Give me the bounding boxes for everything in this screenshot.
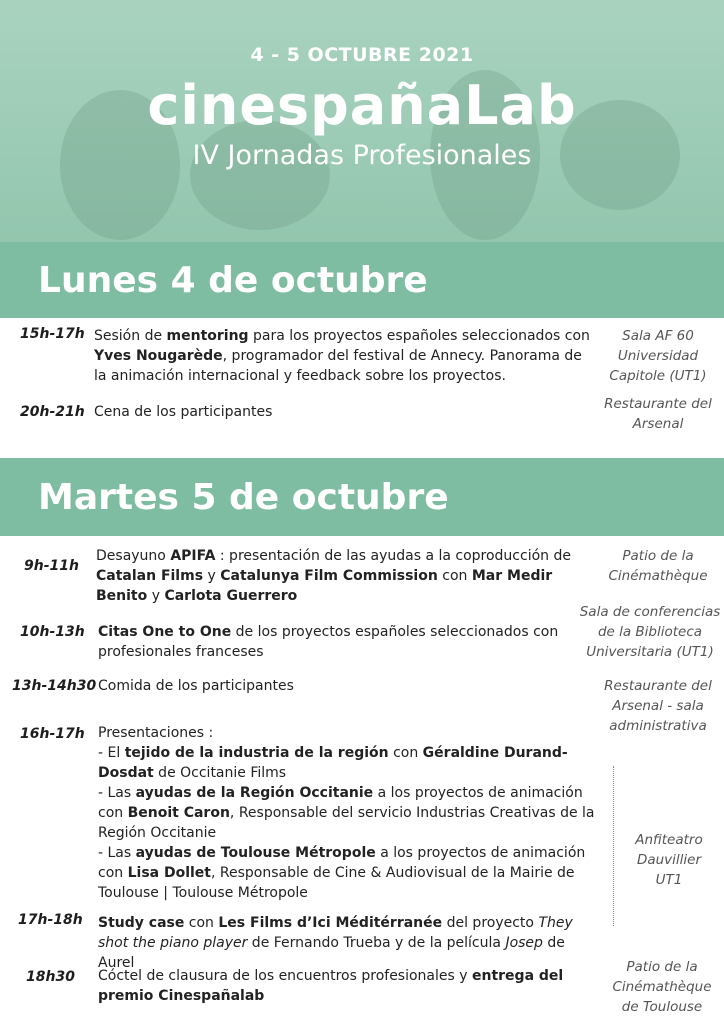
location-line: de Toulouse [621,999,703,1015]
event-dates: 4 - 5 OCTUBRE 2021 [250,44,474,66]
event-time: 13h-14h30 [12,678,97,694]
location-line: Arsenal - sala [612,698,704,714]
event-time: 9h-11h [24,558,79,574]
text: - El [98,745,125,761]
logo: cinespañaLab [147,74,577,137]
event-description [98,676,598,696]
location-line: Sala de conferencias [579,604,721,620]
bold-text: Citas One to One [98,624,232,640]
location-line: UT1 [655,872,683,888]
event-description [94,402,594,422]
text: de Aurel [98,935,565,971]
location-line: Patio de la [626,959,698,975]
text: y [203,568,221,584]
location-line: de la Biblioteca [597,624,703,640]
bold-text: Study case [98,915,185,931]
text: y [147,588,165,604]
text: Presentaciones : [98,725,214,741]
event-description [94,326,594,386]
text: : presentación de las ayudas a la coproducción de [215,548,571,564]
event-description [98,723,606,903]
text: a los proyectos de animación con [98,785,583,821]
location-line: Universidad [617,348,699,364]
location-line: Restaurante del [604,678,712,694]
event-time: 10h-13h [20,624,85,640]
bold-text: Benoit Caron [127,805,230,821]
location-line: administrativa [609,718,707,734]
event-location [592,546,724,586]
text: de Fernando Trueba y de la película [247,935,506,951]
event-location [614,830,724,890]
event-location [592,676,724,736]
event-description [96,546,596,606]
text: Desayuno [96,548,171,564]
italic-text: Josep [505,935,543,951]
text: - Las [98,845,136,861]
text: del proyecto [442,915,539,931]
location-line: Capitole (UT1) [609,368,707,384]
location-line: Dauvillier [636,852,702,868]
event-description [98,966,598,1006]
bold-text: ayudas de la Región Occitanie [135,785,374,801]
day-heading-tuesday: Martes 5 de octubre [0,458,724,536]
event-time: 17h-18h [18,912,83,928]
text: de los proyectos españoles seleccionados con profesionales franceses [98,624,559,660]
text: , Responsable del servicio Industrias Creativas de la Región Occitanie [98,805,595,841]
header-banner [0,0,724,242]
bold-text: mentoring [166,328,249,344]
event-location [592,394,724,434]
bold-text: Lisa Dollet [127,865,211,881]
bold-text: ayudas de Toulouse Métropole [135,845,376,861]
bold-text: Catalan Films [96,568,204,584]
text: Cóctel de clausura de los encuentros profesionales y [98,968,472,984]
event-time: 15h-17h [20,326,85,342]
bold-text: APIFA [170,548,216,564]
location-line: Cinémathèque [612,979,712,995]
text: de Occitanie Films [153,765,287,781]
day-heading-monday: Lunes 4 de octubre [0,242,724,318]
bold-text: Yves Nougarède [94,348,223,364]
event-time: 20h-21h [20,404,85,420]
text: Comida de los participantes [98,678,294,694]
text: con [184,915,219,931]
location-line: Sala AF 60 [622,328,694,344]
bold-text: entrega del premio Cinespañalab [98,968,564,1004]
bold-text: tejido de la industria de la región [124,745,389,761]
event-time: 18h30 [26,969,75,985]
divider-dotted [613,766,614,926]
location-line: Anfiteatro [635,832,703,848]
location-line: Arsenal [632,416,684,432]
text: Sesión de [94,328,167,344]
text: Cena de los participantes [94,404,273,420]
text: - Las [98,785,136,801]
event-description [98,622,598,662]
text: a los proyectos de animación con [98,845,586,881]
event-time: 16h-17h [20,726,85,742]
location-line: Restaurante del [604,396,712,412]
event-location [576,602,724,662]
italic-text: They shot the piano player [98,915,573,951]
bold-text: Carlota Guerrero [164,588,298,604]
text: con [388,745,423,761]
location-line: Patio de la [622,548,694,564]
event-description [98,913,598,973]
bold-text: Catalunya Film Commission [220,568,438,584]
bold-text: Les Films d’Ici Méditérranée [218,915,443,931]
subtitle: IV Jornadas Profesionales [192,140,532,171]
event-location [592,326,724,386]
location-line: Universitaria (UT1) [586,644,714,660]
text: para los proyectos españoles seleccionados con [248,328,590,344]
text: , programador del festival de Annecy. Panorama de la animación internacional y feedback sobre los proyectos. [94,348,582,384]
event-location [600,957,724,1017]
bold-text: Mar Medir Benito [96,568,553,604]
text: con [437,568,472,584]
bold-text: Géraldine Durand-Dosdat [98,745,568,781]
location-line: Cinémathèque [608,568,708,584]
text: , Responsable de Cine & Audiovisual de la Mairie de Toulouse | Toulouse Métropole [98,865,575,901]
